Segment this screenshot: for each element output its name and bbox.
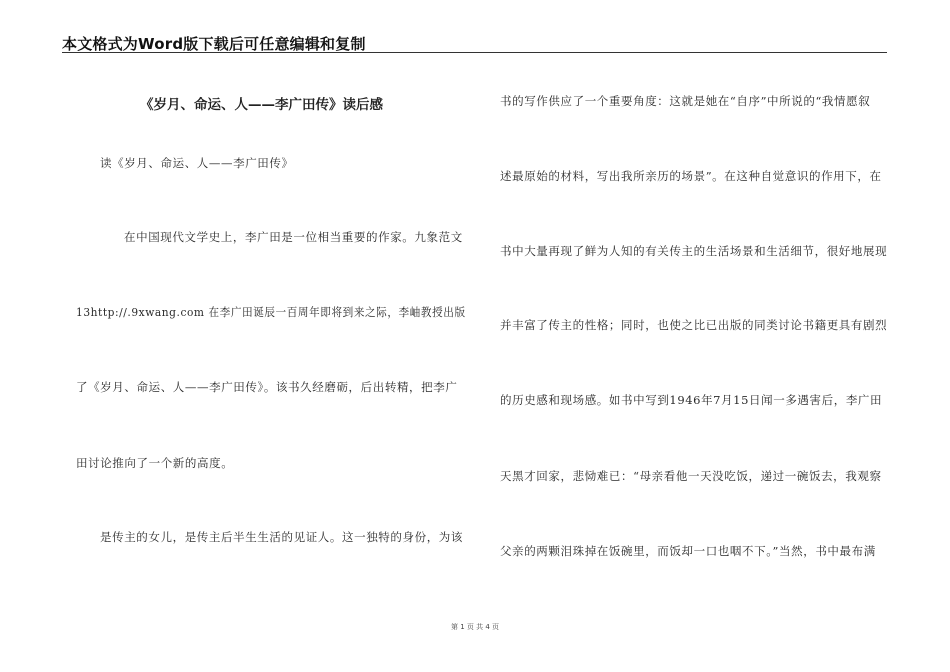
left-line-4: 了《岁月、命运、人——李广田传》。该书久经磨砺，后出转精，把李广	[76, 380, 458, 394]
right-line-6: 天黑才回家，悲恸难已：“母亲看他一天没吃饭，递过一碗饭去，我观察	[500, 469, 882, 483]
header-title: 本文格式为Word版下载后可任意编辑和复制	[62, 35, 366, 53]
left-line-5: 田讨论推向了一个新的高度。	[76, 456, 234, 470]
right-line-1: 书的写作供应了一个重要角度：这就是她在“自序”中所说的“我情愿叙	[500, 94, 871, 108]
right-line-4: 并丰富了传主的性格；同时，也使之比已出版的同类讨论书籍更具有剧烈	[500, 318, 888, 332]
page-footer: 第 1 页 共 4 页	[450, 623, 500, 631]
left-line-2: 在中国现代文学史上，李广田是一位相当重要的作家。九象范文	[124, 230, 463, 244]
left-line-1: 读《岁月、命运、人——李广田传》	[100, 156, 294, 170]
header-divider	[62, 52, 887, 53]
right-line-5: 的历史感和现场感。如书中写到1946年7月15日闻一多遇害后，李广田	[500, 393, 883, 407]
document-title: 《岁月、命运、人——李广田传》读后感	[140, 97, 383, 113]
right-line-7: 父亲的两颗泪珠掉在饭碗里，而饭却一口也咽不下。”当然，书中最布满	[500, 544, 876, 558]
right-line-2: 述最原始的材料，写出我所亲历的场景”。在这种自觉意识的作用下，在	[500, 169, 882, 183]
right-line-3: 书中大量再现了鲜为人知的有关传主的生活场景和生活细节，很好地展现	[500, 244, 888, 258]
left-line-6: 是传主的女儿，是传主后半生生活的见证人。这一独特的身份，为该	[100, 530, 463, 544]
left-line-3: 13http://.9xwang.com 在李广田诞辰一百周年即将到来之际，李岫教授出版	[76, 305, 466, 319]
